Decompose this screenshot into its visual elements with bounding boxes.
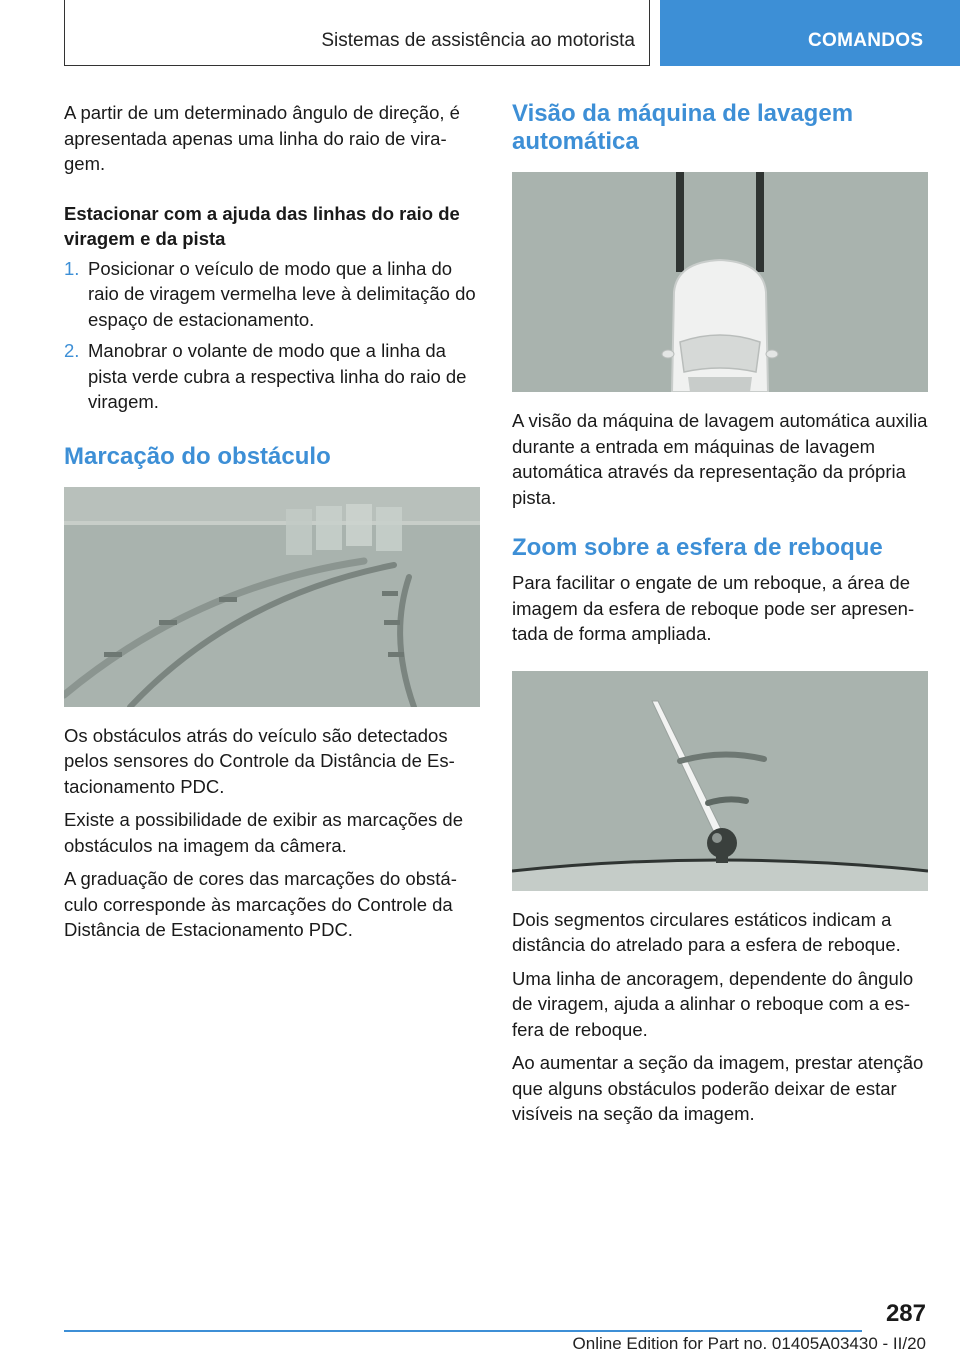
section-title-box xyxy=(64,0,650,66)
carwash-paragraph: A visão da máquina de lavagem automática auxilia durante a entrada em máquinas de lavagem automática através da representação da própria pista. xyxy=(512,410,928,508)
zoom-intro: Para facilitar o engate de um reboque, a área de imagem da esfera de reboque pode ser apresentada de forma ampliada. xyxy=(512,572,915,644)
tow-ball-zoom-figure xyxy=(512,671,928,891)
step-text: Manobrar o volante de modo que a linha da pista verde cubra a respectiva linha do raio de viragem. xyxy=(88,340,467,412)
page-header xyxy=(0,0,960,66)
obstacle-paragraph: Os obstáculos atrás do veículo são detectados pelos sensores do Controle da Distância de Estacionamento PDC. xyxy=(64,724,455,797)
step-text: Posicionar o veículo de modo que a linha do raio de viragem vermelha leve à delimitação do espaço de estacionamento. xyxy=(88,257,476,330)
zoom-paragraph: Ao aumentar a seção da imagem, prestar atenção que alguns obstáculos poderão deixar de estar visíveis na seção da imagem. xyxy=(512,1052,924,1124)
zoom-paragraph: Uma linha de ancoragem, dependente do ângulo de viragem, ajuda a alinhar o reboque com a esfera de reboque. xyxy=(512,967,914,1040)
obstacle-marking-figure xyxy=(64,487,480,707)
left-column xyxy=(64,100,480,951)
step-number: 1. xyxy=(64,257,80,279)
zoom-heading: Zoom sobre a esfera de reboque xyxy=(512,534,883,561)
step-item xyxy=(64,256,480,333)
carwash-heading: Visão da máquina de lavagem automática xyxy=(512,100,854,155)
step-item xyxy=(64,338,480,415)
right-column xyxy=(512,100,928,1135)
edition-info: Online Edition for Part no. 01405A03430 - II/20 xyxy=(572,1334,926,1353)
carwash-view-figure xyxy=(512,172,928,392)
obstacle-paragraph: Existe a possibilidade de exibir as marcações de obstáculos na imagem da câmera. xyxy=(64,809,463,856)
obstacle-paragraph: A graduação de cores das marcações do obstáculo corresponde às marcações do Controle da Distância de Estacionamento PDC. xyxy=(64,868,457,940)
parking-steps xyxy=(64,256,480,415)
chapter-title: COMANDOS xyxy=(808,30,924,51)
step-number: 2. xyxy=(64,340,80,361)
zoom-paragraph: Dois segmentos circulares estáticos indicam a distância do atrelado para a esfera de reboque. xyxy=(512,908,901,955)
section-title: Sistemas de assistência ao motorista xyxy=(321,30,635,51)
obstacle-heading: Marcação do obstáculo xyxy=(64,442,331,470)
parking-subheading: Estacionar com a ajuda das linhas do raio de viragem e da pista xyxy=(64,202,460,249)
intro-paragraph: A partir de um determinado ângulo de direção, é apresentada apenas uma linha do raio de viragem. xyxy=(64,102,460,174)
footer-divider xyxy=(64,1330,862,1332)
chapter-tab xyxy=(660,0,960,66)
page-number: 287 xyxy=(885,1300,926,1327)
